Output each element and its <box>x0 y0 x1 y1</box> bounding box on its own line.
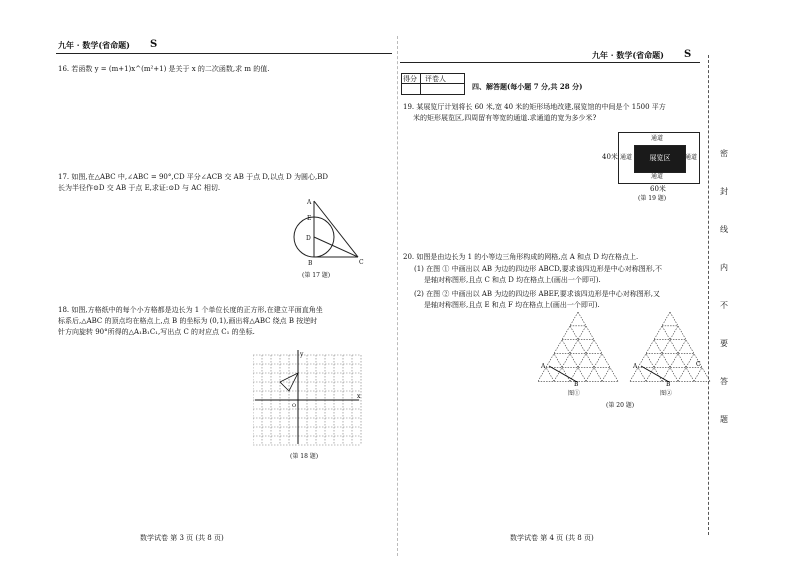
question-18-line2: 标系后,△ABC 的顶点均在格点上,点 B 的坐标为 (0,1),画出将△ABC 绕点 B 按逆时 <box>58 317 318 325</box>
right-page-header: 九年 · 数学(省命题) <box>592 50 664 60</box>
triangle-grid-1 <box>538 312 618 381</box>
label-e: E <box>307 215 312 222</box>
figure-20 <box>538 310 718 386</box>
figure-18-grid <box>253 348 363 446</box>
binding-char-7: 答 <box>720 377 728 386</box>
label-b-fig2: B <box>666 381 671 386</box>
triangle-grid-line <box>570 340 594 382</box>
right-page-footer: 数学试卷 第 4 页 (共 8 页) <box>510 534 594 542</box>
path-left-label: 通道 <box>620 154 633 161</box>
figure-18-caption: (第 18 题) <box>290 453 319 460</box>
binding-char-2: 封 <box>720 187 728 196</box>
left-page-footer: 数学试卷 第 3 页 (共 8 页) <box>140 534 224 542</box>
figure-17 <box>272 195 364 273</box>
path-top-label: 通道 <box>651 135 664 142</box>
score-label: 得分 <box>403 75 417 83</box>
figure-19-caption: (第 19 题) <box>638 195 667 202</box>
question-19-line1: 19. 某展览厅计划将长 60 米,宽 40 米的矩形场地改建,展览馆的中间是个 1500 平方 <box>403 103 666 111</box>
label-b: B <box>308 260 313 267</box>
binding-char-6: 要 <box>720 339 728 348</box>
origin-label: O <box>292 403 297 409</box>
figure-20-sub1: 图① <box>568 390 581 397</box>
segment-ab-fig2 <box>641 366 669 382</box>
left-page-header: 九年 · 数学(省命题) <box>58 40 130 50</box>
question-20-line1: 20. 如图是由边长为 1 的小等边三角形构成的网格,点 A 和点 D 均在格点上. <box>403 253 639 261</box>
figure-19-height: 40米 <box>602 153 618 161</box>
segment-ac <box>314 201 358 257</box>
label-c: C <box>359 259 364 266</box>
figure-20-sub2: 图② <box>660 390 673 397</box>
triangle-grid-line <box>670 312 710 381</box>
question-19-line2: 米的矩形展览区,四周留有等宽的通道.求通道的宽为多少米? <box>413 114 597 122</box>
triangle-grid-line <box>546 367 554 381</box>
question-17-line2: 长为半径作⊙D 交 AB 于点 E,求证:⊙D 与 AC 相切. <box>58 184 221 192</box>
section-four-title: 四、解答题(每小题 7 分,共 28 分) <box>472 82 583 91</box>
label-a-fig1: A <box>541 363 546 370</box>
triangle-grid-line <box>662 340 686 382</box>
question-18-line3: 针方向旋转 90°所得的△A₁B₁C₁,写出点 C 的对应点 C₁ 的坐标. <box>58 328 255 336</box>
label-a-fig2: A <box>633 363 638 370</box>
figure-17-caption: (第 17 题) <box>302 272 331 279</box>
binding-line <box>708 55 709 535</box>
triangle-grid-line <box>638 367 646 381</box>
question-20-line3: 是轴对称图形,且点 C 和点 D 均在格点上(画出一个即可). <box>424 276 601 284</box>
figure-19-field <box>618 132 700 184</box>
path-bottom-label: 通道 <box>651 173 664 180</box>
grader-label: 评卷人 <box>425 75 446 83</box>
segment-ab-fig1 <box>549 366 577 382</box>
triangle-grid-2 <box>630 312 710 381</box>
figure-17-drawing <box>294 201 358 257</box>
question-20-line4: (2) 在图 ② 中画出以 AB 为边的四边形 ABEF,要求该四边形是中心对称图形,又 <box>414 290 660 298</box>
binding-char-4: 内 <box>720 263 728 272</box>
question-18-line1: 18. 如图,方格纸中的每个小方格都是边长为 1 个单位长度的正方形,在建立平面直角坐 <box>58 306 323 314</box>
triangle-grid-line <box>694 367 702 381</box>
x-axis-label: x <box>357 393 361 400</box>
left-header-rule <box>56 53 392 54</box>
label-d: D <box>306 235 311 242</box>
left-page-header-mark: S <box>150 39 158 50</box>
label-a: A <box>307 199 312 206</box>
question-16: 16. 若函数 y = (m+1)x^(m²+1) 是关于 x 的二次函数,求 m 的值. <box>58 65 270 73</box>
path-right-label: 通道 <box>685 154 698 161</box>
question-17-line1: 17. 如图,在△ABC 中,∠ABC = 90°,CD 平分∠ACB 交 AB 于点 D,以点 D 为圆心,BD <box>58 173 328 181</box>
label-c-fig2: C <box>696 361 701 368</box>
triangle-grid-line <box>602 367 610 381</box>
triangle-grid-line <box>578 312 618 381</box>
center-fold-line <box>397 36 398 556</box>
right-page-header-mark: S <box>684 49 692 60</box>
exhibition-area-label: 展览区 <box>649 154 671 162</box>
label-b-fig1: B <box>574 381 579 386</box>
question-20-line2: (1) 在图 ① 中画出以 AB 为边的四边形 ABCD,要求该四边形是中心对称图形,不 <box>414 265 662 273</box>
question-20-line5: 是轴对称图形,且点 E 和点 F 均在格点上(画出一个即可). <box>424 301 600 309</box>
exhibition-area <box>634 145 686 173</box>
binding-char-5: 不 <box>720 301 728 310</box>
binding-char-3: 线 <box>720 225 728 234</box>
right-header-rule <box>400 62 700 63</box>
binding-char-1: 密 <box>720 149 728 158</box>
segment-cd <box>314 237 358 257</box>
figure-20-caption: (第 20 题) <box>606 402 635 409</box>
figure-19-width: 60米 <box>650 185 666 193</box>
y-axis-label: y <box>300 351 304 358</box>
binding-char-8: 题 <box>720 415 728 424</box>
